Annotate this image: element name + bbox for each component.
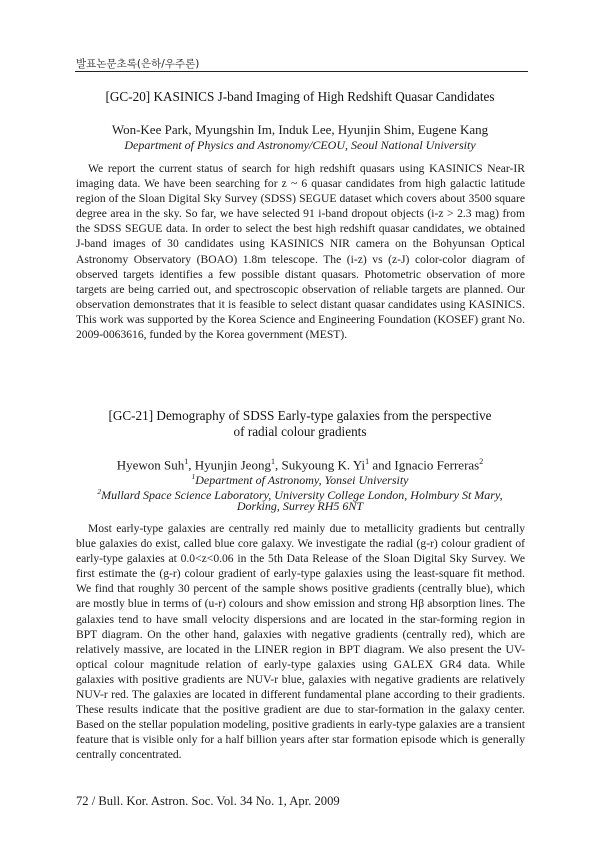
article-title-gc20: [GC-20] KASINICS J-band Imaging of High Redshift Quasar Candidates [105,89,495,104]
title-line-2: of radial colour gradients [233,424,367,439]
author-sep: , [188,457,195,473]
affiliation-gc20: Department of Physics and Astronomy/CEOU, Seoul National University [124,138,476,152]
affiliation-text: Dorking, Surrey RH5 6NT [236,499,364,513]
author-mark: 1 [365,457,370,466]
author-mark: 2 [479,457,484,466]
abstract-gc21: Most early-type galaxies are centrally red mainly due to metallicity gradients but centrally blue galaxies do exist, called blue core galaxy. We investigate the radial (g-r) colour gradient of early-type galaxies at 0.0<z<0.06 in the 5th Data Release of the Sloan Digital Sky Survey. We first estimate the (g-r) colour gradient of early-type galaxies using the least-square fit method. We find that roughly 30 percent of the sample shows positive gradients (centrally blue), which are mostly blue in terms of (u-r) colours and show emission and strong Hβ absorption lines. The galaxies tend to have small velocity dispersions and are located in the star-forming region in BPT diagram. On the other hand, galaxies with negative gradients (centrally red), which are relatively massive, are located in the LINER region in BPT diagram. We also present the UV-optical colour magnitude relation of early-type galaxies using GALEX GR4 data. While galaxies with positive gradients are NUV-r blue, galaxies with negative gradients are relatively NUV-r red. The galaxies are located in different fundamental plane according to their gradients. These results indicate that the positive gradient are due to star-formation in the galaxy center. Based on the stellar population modeling, positive gradients in early-type galaxies are a transient feature that is visible only for a half billion years after star formation episode which is generally centrally concentrated. [76,522,525,762]
affiliation-gc21-2-cont [60,499,540,514]
author-sep: , [274,457,282,473]
author-name: Hyewon Suh [116,457,185,473]
affiliation-text: Department of Astronomy, Yonsei University [195,473,409,487]
author-sep: and [369,457,395,473]
affiliation-text: Mullard Space Science Laboratory, University College London, Holmbury St Mary, [101,488,503,502]
author-name: Sukyoung K. Yi [281,457,366,473]
title-line-1: [GC-21] Demography of SDSS Early-type galaxies from the perspective [108,408,492,423]
author-list-gc20: Won-Kee Park, Myungshin Im, Induk Lee, Hyunjin Shim, Eugene Kang [111,122,489,137]
affiliation-mark: 1 [191,472,196,481]
author-name: Hyunjin Jeong [194,457,271,473]
running-header: 발표논문초록(은하/우주론) [76,58,200,70]
affiliation-mark: 2 [97,487,102,496]
page-footer-citation: 72 / Bull. Kor. Astron. Soc. Vol. 34 No. 1, Apr. 2009 [76,794,340,808]
article-title-gc21 [60,408,540,440]
author-mark: 1 [270,457,275,466]
abstract-gc20: We report the current status of search for high redshift quasars using KASINICS Near-IR imaging data. We have been searching for z ~ 6 quasar candidates from high galactic latitude region of the Sloan Digital Sky Survey (SDSS) SEGUE dataset which covers about 3500 square degree area in the sky. So far, we have selected 91 i-band dropout objects (i-z > 2.3 mag) from the SDSS SEGUE data. In order to select the best high redshift quasar candidates, we obtained J-band images of 30 candidates using KASINICS NIR camera on the Bohyunsan Optical Astronomy Observatory (BOAO) 1.8m telescope. The (i-z) vs (z-J) color-color diagram of observed targets identifies a few possible distant quasars. Photometric observation of more targets are being carried out, and spectroscopic observation of reliable targets are planned. Our observation demonstrates that it is feasible to select distant quasar candidates using KASINICS. This work was supported by the Korea Science and Engineering Foundation (KOSEF) grant No. 2009-0063616, funded by the Korea government (MEST). [76,162,525,342]
header-rule [75,71,528,72]
author-mark: 1 [184,457,189,466]
author-name: Ignacio Ferreras [394,457,480,473]
